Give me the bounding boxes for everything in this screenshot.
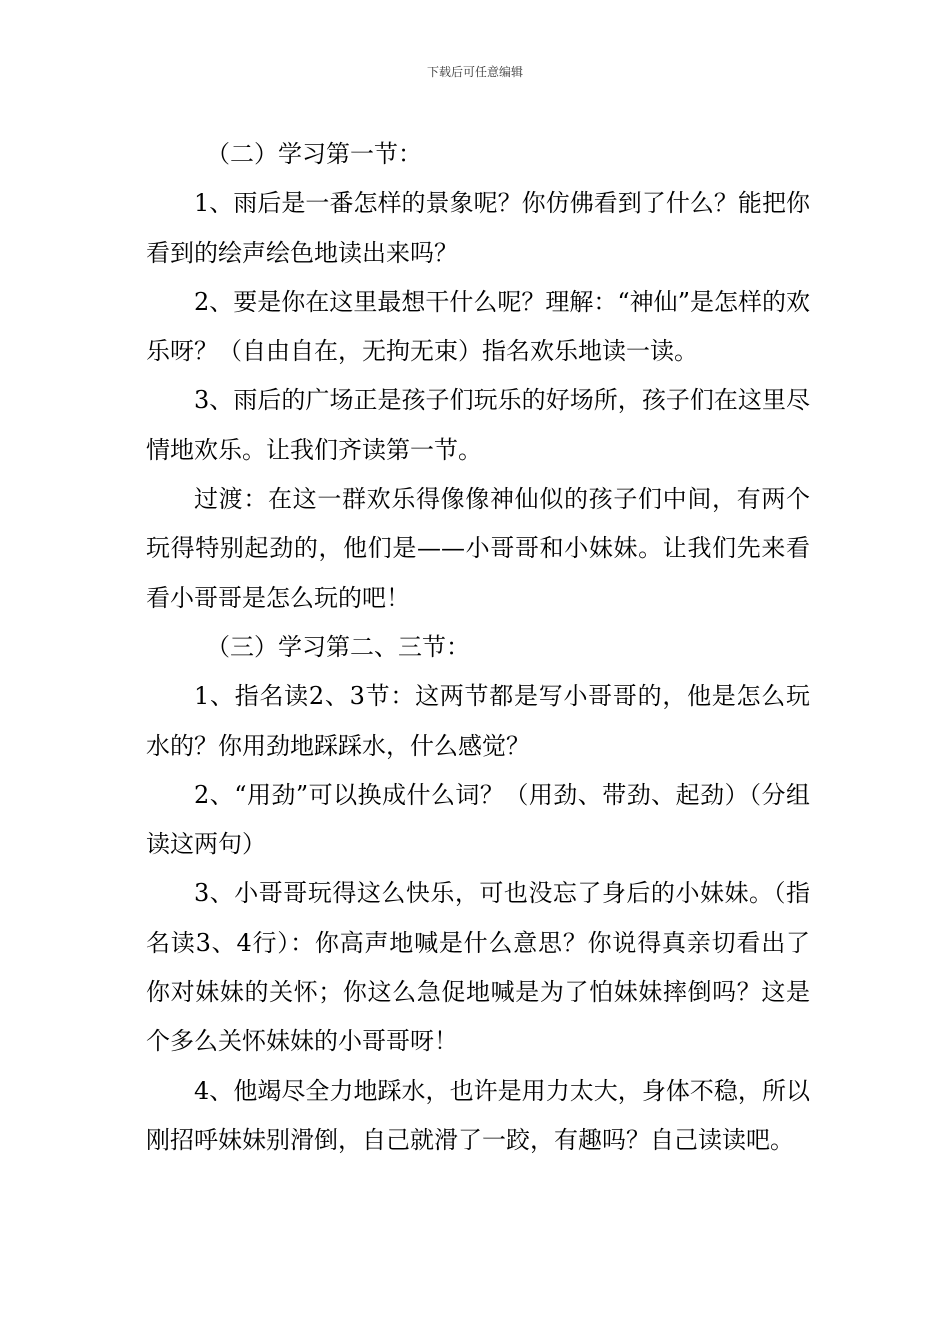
paragraph: 2、要是你在这里最想干什么呢？理解：“神仙”是怎样的欢乐呀？（自由自在，无拘无束）指名欢乐地读一读。: [146, 287, 810, 366]
section-heading: （二）学习第一节：: [206, 140, 422, 168]
paragraph: 过渡：在这一群欢乐得像像神仙似的孩子们中间，有两个玩得特别起劲的，他们是——小哥哥和小妹妹。让我们先来看看小哥哥是怎么玩的吧！: [146, 485, 810, 612]
paragraph: 3、雨后的广场正是孩子们玩乐的好场所，孩子们在这里尽情地欢乐。让我们齐读第一节。: [146, 386, 810, 464]
paragraph: 2、“用劲”可以换成什么词？（用劲、带劲、起劲）（分组读这两句）: [146, 780, 810, 859]
paragraph: 1、雨后是一番怎样的景象呢？你仿佛看到了什么？能把你看到的绘声绘色地读出来吗？: [146, 189, 810, 267]
document-body: [146, 130, 810, 1165]
paragraph: 1、指名读2、3节：这两节都是写小哥哥的，他是怎么玩水的？你用劲地踩踩水，什么感觉？: [146, 682, 810, 760]
section-heading: （三）学习第二、三节：: [206, 632, 470, 661]
page-header: 下载后可任意编辑: [426, 65, 523, 79]
paragraph: 3、小哥哥玩得这么快乐，可也没忘了身后的小妹妹。（指名读3、4行）：你高声地喊是什么意思？你说得真亲切看出了你对妹妹的关怀；你这么急促地喊是为了怕妹妹摔倒吗？这是个多么关怀妹妹的小哥哥呀！: [146, 879, 810, 1056]
paragraph: 4、他竭尽全力地踩水，也许是用力太大，身体不稳，所以刚招呼妹妹别滑倒，自己就滑了一跤，有趣吗？自己读读吧。: [146, 1076, 810, 1154]
